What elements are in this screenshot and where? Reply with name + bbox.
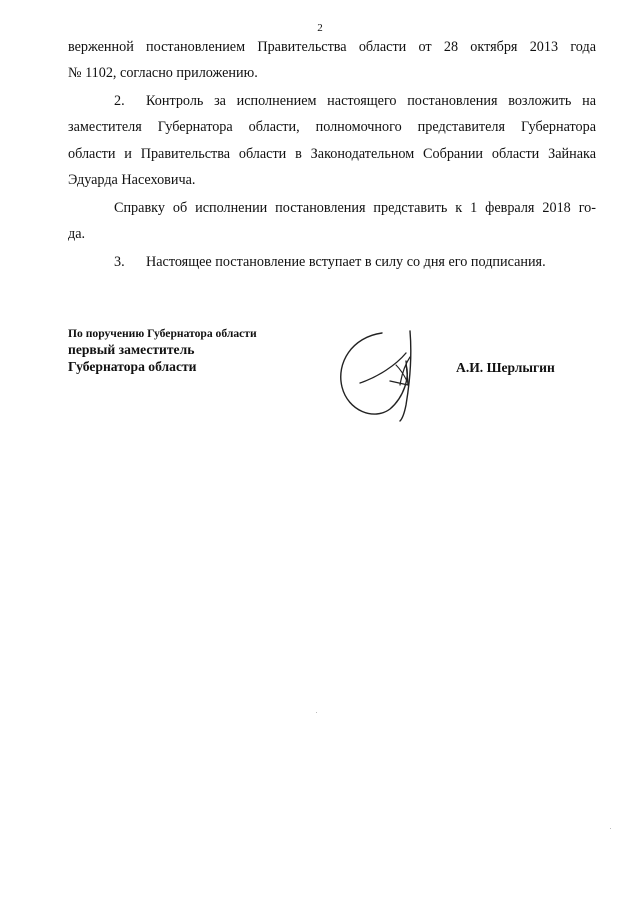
item-3-number: 3.	[114, 254, 125, 270]
item-3-text: Настоящее постановление вступает в силу со дня его подписания.	[146, 254, 546, 270]
signature-on-behalf: По поручению Губернатора области	[68, 327, 257, 340]
paragraph-line-4: заместителя Губернатора области, полномочного представителя Губернатора	[68, 119, 596, 135]
signatory-name: А.И. Шерлыгин	[456, 360, 555, 375]
page-number: 2	[317, 22, 323, 34]
item-2-first-line	[114, 92, 596, 110]
scan-speck	[610, 828, 611, 829]
signature-position-line-1: первый заместитель	[68, 342, 195, 357]
paragraph-line-8: да.	[68, 226, 86, 242]
paragraph-line-6: Эдуарда Насеховича.	[68, 172, 196, 188]
scan-speck	[316, 712, 317, 713]
paragraph-line-7: Справку об исполнении постановления представить к 1 февраля 2018 го-	[114, 200, 596, 216]
signature-position-line-2: Губернатора области	[68, 359, 197, 374]
handwritten-signature	[330, 325, 440, 425]
item-2-text: Контроль за исполнением настоящего постановления возложить на	[146, 93, 596, 109]
paragraph-line-1: верженной постановлением Правительства области от 28 октября 2013 года	[68, 39, 596, 55]
paragraph-line-5: области и Правительства области в Законодательном Собрании области Зайнака	[68, 146, 596, 162]
paragraph-line-2: № 1102, согласно приложению.	[68, 65, 258, 81]
item-3-line	[114, 253, 596, 271]
item-2-number: 2.	[114, 93, 125, 109]
